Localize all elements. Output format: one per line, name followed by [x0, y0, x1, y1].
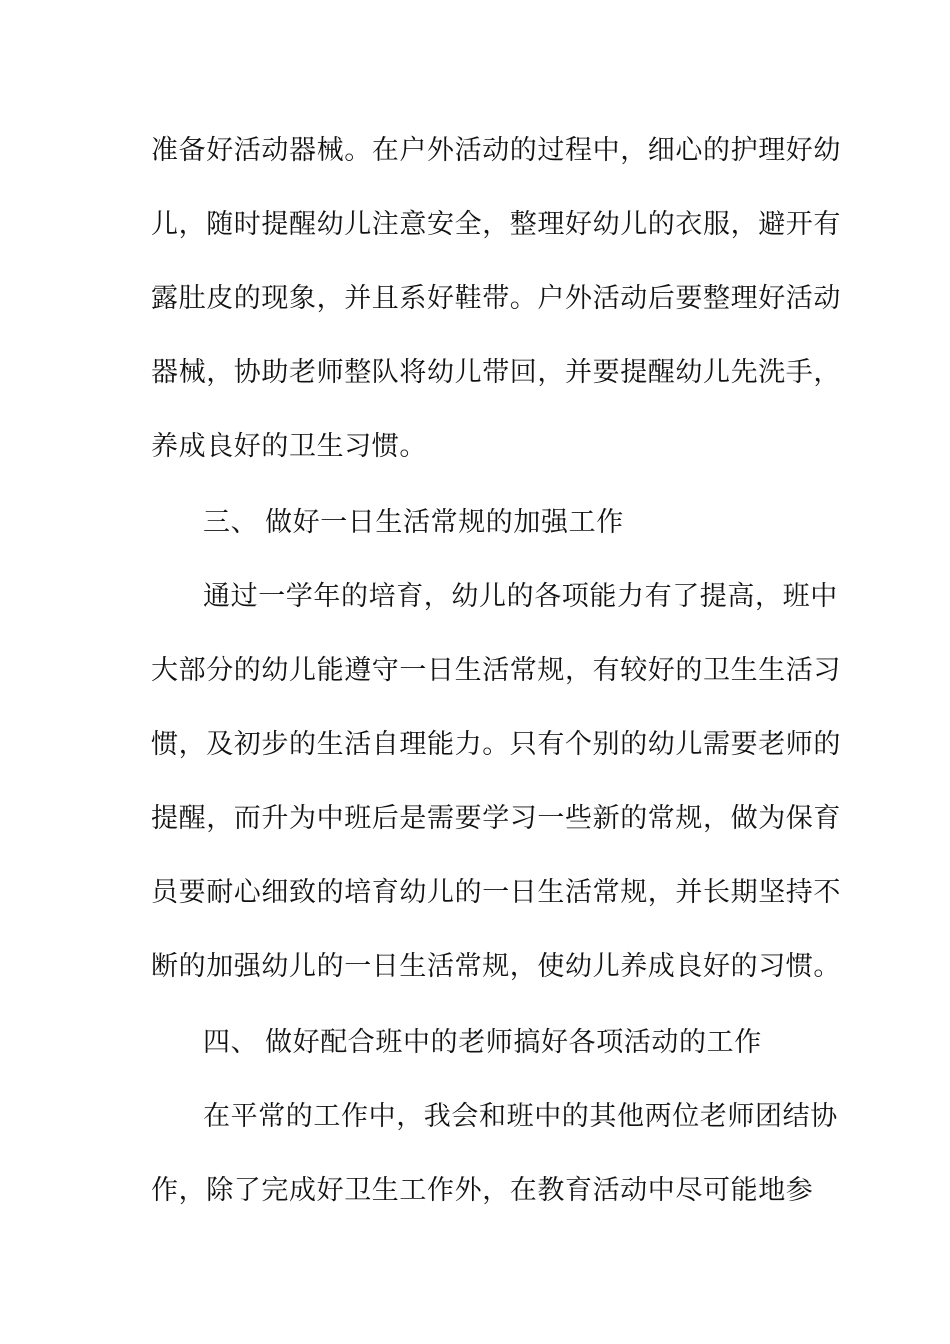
section-number: 四、 — [203, 1027, 259, 1058]
paragraph-line: 儿，随时提醒幼儿注意安全，整理好幼儿的衣服，避开有 — [151, 209, 841, 240]
paragraph-line: 在平常的工作中，我会和班中的其他两位老师团结协 — [203, 1101, 838, 1132]
paragraph-line: 养成良好的卫生习惯。 — [151, 431, 427, 462]
paragraph-line: 露肚皮的现象，并且系好鞋带。户外活动后要整理好活动 — [151, 283, 841, 314]
paragraph-line: 提醒，而升为中班后是需要学习一些新的常规，做为保育 — [151, 803, 841, 834]
section-heading-4 — [203, 1025, 762, 1061]
paragraph-line: 器械，协助老师整队将幼儿带回，并要提醒幼儿先洗手， — [151, 357, 841, 388]
section-number: 三、 — [203, 507, 259, 538]
section-heading-3 — [203, 505, 624, 541]
paragraph-line: 惯，及初步的生活自理能力。只有个别的幼儿需要老师的 — [151, 729, 841, 760]
paragraph-line: 通过一学年的培育，幼儿的各项能力有了提高，班中 — [203, 581, 838, 612]
paragraph-line: 断的加强幼儿的一日生活常规，使幼儿养成良好的习惯。 — [151, 951, 841, 982]
section-title: 做好配合班中的老师搞好各项活动的工作 — [265, 1027, 762, 1058]
paragraph-line: 员要耐心细致的培育幼儿的一日生活常规，并长期坚持不 — [151, 877, 841, 908]
paragraph-line: 大部分的幼儿能遵守一日生活常规，有较好的卫生生活习 — [151, 655, 841, 686]
paragraph-line: 作，除了完成好卫生工作外，在教育活动中尽可能地参 — [151, 1175, 814, 1206]
section-title: 做好一日生活常规的加强工作 — [265, 507, 624, 538]
paragraph-line: 准备好活动器械。在户外活动的过程中，细心的护理好幼 — [151, 135, 841, 166]
